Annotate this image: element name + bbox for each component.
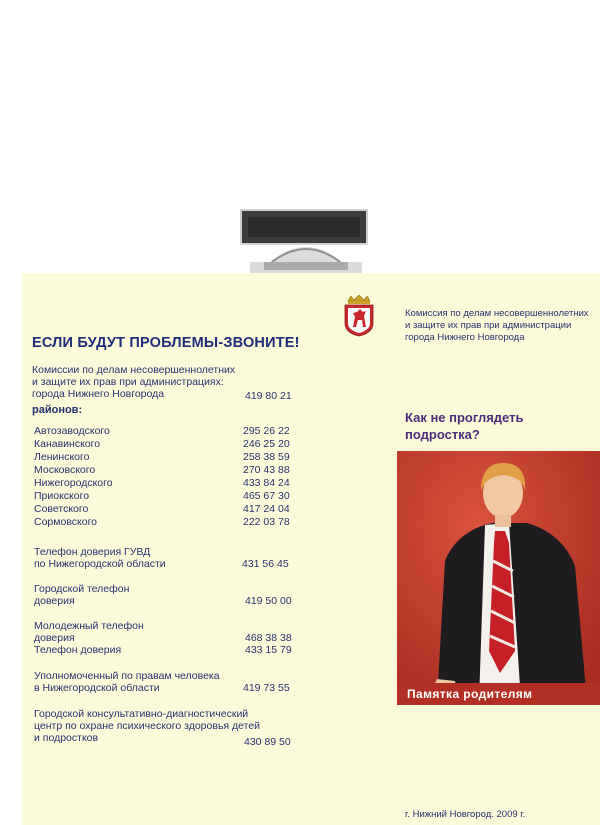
- ombudsman-phone: 419 73 55: [243, 682, 290, 694]
- district-phone: 270 43 88: [243, 464, 290, 476]
- youth-line-1: Молодежный телефон: [34, 620, 144, 632]
- district-phone: 246 25 20: [243, 438, 290, 450]
- brochure-question: [405, 410, 523, 443]
- center-line-3: и подростков: [34, 732, 99, 744]
- district-phone: 433 84 24: [243, 477, 290, 489]
- youth-line-2: доверия: [34, 632, 75, 644]
- teen-photo: [397, 451, 600, 701]
- footer-city-year: г. Нижний Новгород. 2009 г.: [405, 809, 526, 820]
- district-name: Автозаводского: [34, 425, 110, 437]
- hotline-gu-line-2: по Нижегородской области: [34, 558, 166, 570]
- city-hotline-line-1: Городской телефон: [34, 583, 130, 595]
- gray-dome-shape: [250, 240, 362, 276]
- commission-line-2: и защите их прав при администрации: [405, 320, 572, 331]
- district-name: Ленинского: [34, 451, 90, 463]
- district-phone: 258 38 59: [243, 451, 290, 463]
- district-phone: 222 03 78: [243, 516, 290, 528]
- city-hotline-line-2: доверия: [34, 595, 75, 607]
- commission-line-1: Комиссия по делам несовершеннолетних: [405, 308, 589, 319]
- scanner-background: [0, 0, 600, 273]
- hotline-gu-phone: 431 56 45: [242, 558, 289, 570]
- district-phone: 465 67 30: [243, 490, 290, 502]
- intro-line-1: Комиссии по делам несовершеннолетних: [32, 364, 236, 376]
- city-phone: 419 80 21: [245, 390, 292, 402]
- district-name: Советского: [34, 503, 89, 515]
- intro-line-2: и защите их прав при администрациях:: [32, 376, 224, 388]
- district-name: Нижегородского: [34, 477, 113, 489]
- city-coat-of-arms-icon: [342, 293, 376, 337]
- headline: ЕСЛИ БУДУТ ПРОБЛЕМЫ-ЗВОНИТЕ!: [32, 335, 300, 351]
- ombudsman-line-2: в Нижегородской области: [34, 682, 160, 694]
- question-line-1: Как не проглядеть: [405, 410, 524, 425]
- ombudsman-line-1: Уполномоченный по правам человека: [34, 670, 220, 682]
- commission-line-3: города Нижнего Новгорода: [405, 332, 525, 343]
- youth-phone-2: 433 15 79: [245, 644, 292, 656]
- youth-phone-1: 468 38 38: [245, 632, 292, 644]
- teen-illustration: [397, 451, 600, 701]
- center-phone: 430 89 50: [244, 736, 291, 748]
- hotline-gu-line-1: Телефон доверия ГУВД: [34, 546, 151, 558]
- district-phone: 295 26 22: [243, 425, 290, 437]
- city-label: города Нижнего Новгорода: [32, 388, 165, 400]
- district-name: Канавинского: [34, 438, 101, 450]
- city-hotline-phone: 419 50 00: [245, 595, 292, 607]
- district-phone: 417 24 04: [243, 503, 290, 515]
- center-line-2: центр по охране психического здоровья детей: [34, 720, 261, 732]
- district-name: Сормовского: [34, 516, 98, 528]
- center-line-1: Городской консультативно-диагностический: [34, 708, 249, 720]
- districts-heading: районов:: [32, 404, 83, 416]
- youth-line-3: Телефон доверия: [34, 644, 122, 656]
- district-name: Приокского: [34, 490, 90, 502]
- district-name: Московского: [34, 464, 96, 476]
- brochure-page: [22, 273, 600, 825]
- commission-title: [405, 308, 589, 344]
- question-line-2: подростка?: [405, 426, 480, 442]
- memo-for-parents-banner: Памятка родителям: [397, 683, 600, 705]
